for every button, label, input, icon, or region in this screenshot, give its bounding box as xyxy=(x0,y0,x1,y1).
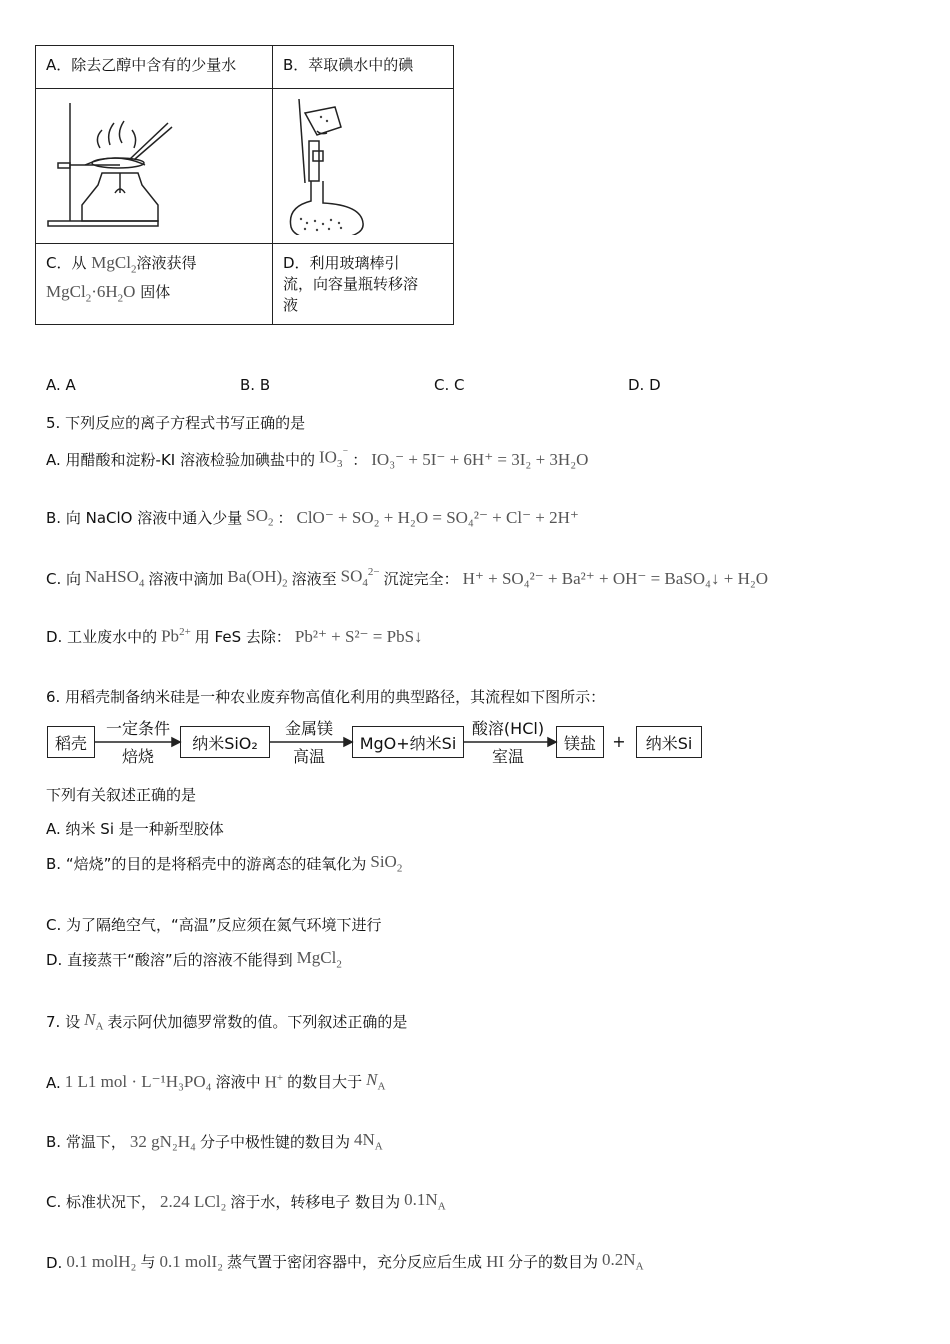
flow-arrow2-bottom: 高温 xyxy=(292,747,325,766)
q4-option-b[interactable]: B. B xyxy=(240,376,271,394)
q4-option-c[interactable]: C. C xyxy=(434,376,465,394)
q6-option-a[interactable]: A. 纳米 Si 是一种新型胶体 xyxy=(46,820,224,838)
flow-box-rice-husk: 稻壳 xyxy=(47,726,95,758)
flow-box-nano-si: 纳米Si xyxy=(636,726,702,758)
q5-a-equation: IO₃⁻ + 5I⁻ + 6H⁺ = 3I₂ + 3H₂O xyxy=(371,450,589,470)
q5-stem: 5. 下列反应的离子方程式书写正确的是 xyxy=(46,414,306,432)
cell-d-label: D．利用玻璃棒引 流，向容量瓶转移溶 液 xyxy=(273,244,454,325)
q5-option-d[interactable]: D. 工业废水中的 $Pb^{2+}$ 用 FeS 去除： Pb²⁺ + S²⁻ = PbS↓ xyxy=(46,626,423,646)
q7-option-a[interactable]: A. 1 L1 mol · L⁻¹H₃PO₄ 溶液中 H+ 的数目大于 $N_A$ xyxy=(46,1070,386,1093)
q7-option-b[interactable]: B. 常温下， 32 gN₂H₄ 分子中极性键的数目为 $4N_A$ xyxy=(46,1130,383,1153)
flow-plus: + xyxy=(612,732,626,751)
q4-option-a[interactable]: A. A xyxy=(46,376,76,394)
flow-arrow2-top: 金属镁 xyxy=(284,719,333,738)
flow-box-nano-sio2: 纳米SiO₂ xyxy=(180,726,270,758)
q5-d-equation: Pb²⁺ + S²⁻ = PbS↓ xyxy=(294,627,423,646)
q5-option-c[interactable]: C. 向 NaHSO$_4$ 溶液中滴加 $Ba(OH)_2$ 溶液至 $SO_4^{2-}$ 沉淀完全： H⁺ + SO₄²⁻ + Ba²⁺ + OH⁻ = BaSO₄↓ + H₂O xyxy=(46,566,769,590)
flow-arrow3-top: 酸溶(HCl) xyxy=(471,719,545,738)
flow-arrow1-bottom: 焙烧 xyxy=(121,747,154,766)
q6-stem: 6. 用稻壳制备纳米硅是一种农业废弃物高值化利用的典型路径，其流程如下图所示： xyxy=(46,688,606,706)
flow-box-mg-salt: 镁盐 xyxy=(556,726,604,758)
cell-c-label: C．从 MgCl$_2$溶液获得 $MgCl_2\cdot 6H_2O$ 固体 xyxy=(36,244,273,325)
q5-option-a[interactable]: A. 用醋酸和淀粉-KI 溶液检验加碘盐中的 $IO_3^{^-}$ ： IO₃⁻ + 5I⁻ + 6H⁺ = 3I₂ + 3H₂O xyxy=(46,447,589,471)
q5-c-equation: H⁺ + SO₄²⁻ + Ba²⁺ + OH⁻ = BaSO₄↓ + H₂O xyxy=(462,569,769,589)
flow-box-mgo-si: MgO+纳米Si xyxy=(352,726,464,758)
q6-option-b[interactable]: B. “焙烧”的目的是将稻壳中的游离态的硅氧化为 SiO$_2$ xyxy=(46,852,403,875)
flow-arrow3-bottom: 室温 xyxy=(491,747,524,766)
q6-intro: 下列有关叙述正确的是 xyxy=(46,786,197,804)
q7-stem: 7. 设 $N_A$ 表示阿伏加德罗常数的值。下列叙述正确的是 xyxy=(46,1010,408,1033)
flow-arrow1-top: 一定条件 xyxy=(105,719,170,738)
q5-b-equation: ClO⁻ + SO₂ + H₂O = SO₄²⁻ + Cl⁻ + 2H⁺ xyxy=(296,508,579,528)
cell-a-label: A．除去乙醇中含有的少量水 xyxy=(36,46,273,89)
q6-option-d[interactable]: D. 直接蒸干“酸溶”后的溶液不能得到 MgCl$_2$ xyxy=(46,948,342,971)
q4-option-d[interactable]: D. D xyxy=(628,376,661,394)
q7-option-c[interactable]: C. 标准状况下， 2.24 LCl₂ 溶于水，转移电子 数目为 $0.1N_A$ xyxy=(46,1190,446,1213)
q5-option-b[interactable]: B. 向 NaClO 溶液中通入少量 $SO_2$ ： ClO⁻ + SO₂ + H₂O = SO₄²⁻ + Cl⁻ + 2H⁺ xyxy=(46,506,579,529)
q6-option-c[interactable]: C. 为了隔绝空气，“高温”反应须在氮气环境下进行 xyxy=(46,916,382,934)
q7-option-d[interactable]: D. 0.1 molH₂ 与 0.1 molI₂ 蒸气置于密闭容器中，充分反应后生成 HI 分子的数目为 $0.2N_A$ xyxy=(46,1250,644,1273)
cell-b-label: B．萃取碘水中的碘 xyxy=(273,46,454,89)
